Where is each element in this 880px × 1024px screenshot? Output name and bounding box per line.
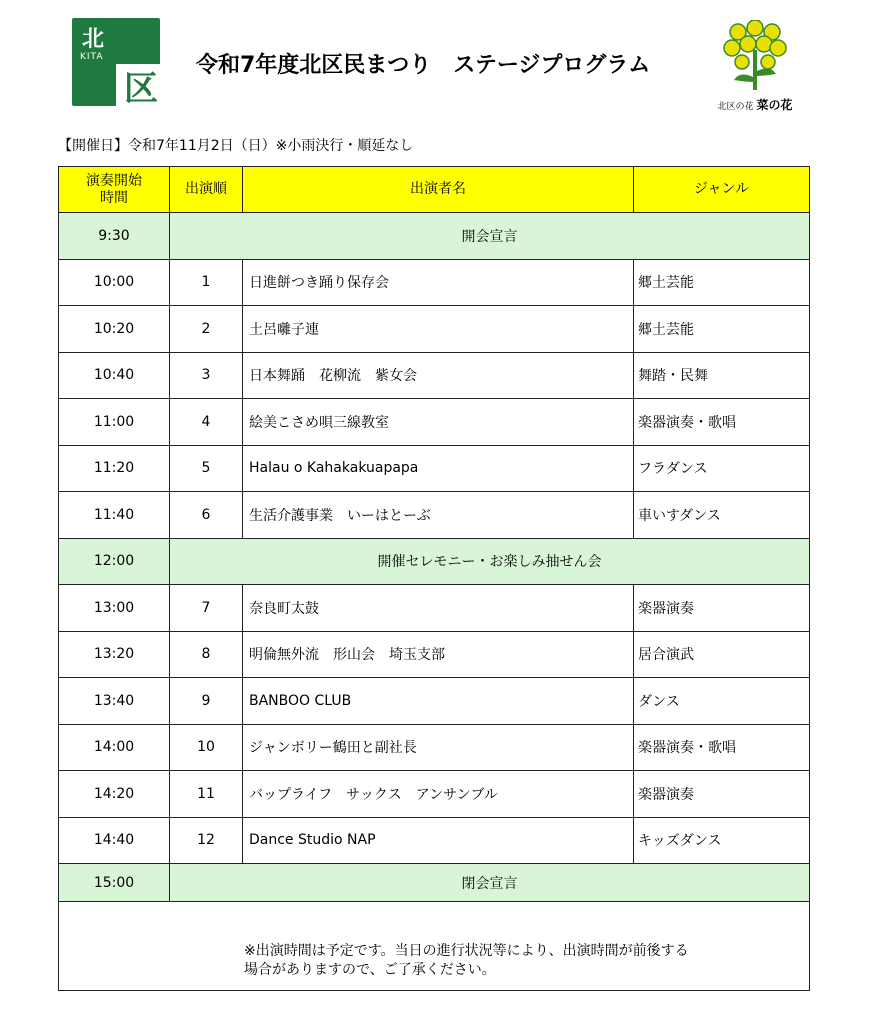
closing-label: 閉会宣言 xyxy=(170,864,810,902)
header-order: 出演順 xyxy=(170,167,243,213)
table-row xyxy=(59,399,810,446)
opening-time: 9:30 xyxy=(59,213,170,260)
header-genre: ジャンル xyxy=(634,167,810,213)
row-genre: ダンス xyxy=(634,678,810,725)
row-performer: ジャンボリー鶴田と副社長 xyxy=(243,724,634,771)
logo-roman: KITA xyxy=(80,52,104,62)
ceremony-time: 12:00 xyxy=(59,538,170,585)
table-row xyxy=(59,445,810,492)
row-performer: バップライフ サックス アンサンブル xyxy=(243,771,634,818)
row-genre: キッズダンス xyxy=(634,817,810,864)
row-order: 3 xyxy=(170,352,243,399)
note-row xyxy=(59,902,810,991)
row-time: 10:40 xyxy=(59,352,170,399)
flower-caption-small: 北区の花 xyxy=(717,102,754,112)
row-performer: 生活介護事業 いーはとーぶ xyxy=(243,492,634,539)
row-time: 10:20 xyxy=(59,306,170,353)
row-time: 11:20 xyxy=(59,445,170,492)
row-time: 14:40 xyxy=(59,817,170,864)
table-row xyxy=(59,352,810,399)
flower-icon xyxy=(720,20,790,92)
table-row xyxy=(59,724,810,771)
nanohana-flower-logo xyxy=(710,20,800,112)
row-time: 11:00 xyxy=(59,399,170,446)
ceremony-row xyxy=(59,538,810,585)
opening-label: 開会宣言 xyxy=(170,213,810,260)
row-order: 1 xyxy=(170,259,243,306)
row-time: 13:00 xyxy=(59,585,170,632)
row-time: 10:00 xyxy=(59,259,170,306)
header-time xyxy=(59,167,170,213)
note-line-1: ※出演時間は予定です。当日の進行状況等により、出演時間が前後する xyxy=(244,943,689,959)
row-performer: 明倫無外流 形山会 埼玉支部 xyxy=(243,631,634,678)
table-row xyxy=(59,306,810,353)
schedule-note xyxy=(59,942,809,990)
note-cell xyxy=(59,902,810,991)
row-time: 14:00 xyxy=(59,724,170,771)
row-order: 6 xyxy=(170,492,243,539)
logo-kanji-ku: 区 xyxy=(124,69,158,109)
table-row xyxy=(59,817,810,864)
event-date: 【開催日】令和7年11月2日（日）※小雨決行・順延なし xyxy=(58,138,414,154)
row-time: 11:40 xyxy=(59,492,170,539)
row-order: 8 xyxy=(170,631,243,678)
row-genre: 楽器演奏 xyxy=(634,771,810,818)
flower-caption-big: 菜の花 xyxy=(756,98,793,112)
row-performer: 土呂囃子連 xyxy=(243,306,634,353)
note-line-2: 場合がありますので、ご了承ください。 xyxy=(244,962,496,978)
table-row xyxy=(59,492,810,539)
row-performer: 日進餅つき踊り保存会 xyxy=(243,259,634,306)
row-time: 13:20 xyxy=(59,631,170,678)
row-performer: Dance Studio NAP xyxy=(243,817,634,864)
row-genre: フラダンス xyxy=(634,445,810,492)
ceremony-label: 開催セレモニー・お楽しみ抽せん会 xyxy=(170,538,810,585)
row-order: 4 xyxy=(170,399,243,446)
row-genre: 車いすダンス xyxy=(634,492,810,539)
row-order: 2 xyxy=(170,306,243,353)
row-genre: 郷土芸能 xyxy=(634,306,810,353)
row-performer: 日本舞踊 花柳流 紫女会 xyxy=(243,352,634,399)
row-genre: 楽器演奏・歌唱 xyxy=(634,724,810,771)
table-row xyxy=(59,259,810,306)
row-order: 5 xyxy=(170,445,243,492)
closing-row xyxy=(59,864,810,902)
row-genre: 舞踏・民舞 xyxy=(634,352,810,399)
closing-time: 15:00 xyxy=(59,864,170,902)
table-row xyxy=(59,585,810,632)
row-order: 10 xyxy=(170,724,243,771)
header-time-label: 演奏開始 時間 xyxy=(86,172,142,206)
logo-kanji-kita: 北 xyxy=(82,27,105,52)
row-genre: 楽器演奏・歌唱 xyxy=(634,399,810,446)
flower-caption xyxy=(710,96,800,113)
page-title: 令和7年度北区民まつり ステージプログラム xyxy=(196,53,651,78)
row-performer: BANBOO CLUB xyxy=(243,678,634,725)
row-genre: 楽器演奏 xyxy=(634,585,810,632)
row-genre: 郷土芸能 xyxy=(634,259,810,306)
stage-program-table xyxy=(58,166,810,991)
row-performer: Halau o Kahakakuapapa xyxy=(243,445,634,492)
row-genre: 居合演武 xyxy=(634,631,810,678)
row-order: 7 xyxy=(170,585,243,632)
kita-ward-logo xyxy=(72,18,162,108)
row-performer: 絵美こさめ唄三線教室 xyxy=(243,399,634,446)
row-performer: 奈良町太鼓 xyxy=(243,585,634,632)
row-time: 13:40 xyxy=(59,678,170,725)
row-order: 9 xyxy=(170,678,243,725)
table-row xyxy=(59,631,810,678)
row-order: 12 xyxy=(170,817,243,864)
opening-row xyxy=(59,213,810,260)
row-order: 11 xyxy=(170,771,243,818)
row-time: 14:20 xyxy=(59,771,170,818)
table-row xyxy=(59,771,810,818)
header-performer: 出演者名 xyxy=(243,167,634,213)
table-row xyxy=(59,678,810,725)
table-header-row xyxy=(59,167,810,213)
